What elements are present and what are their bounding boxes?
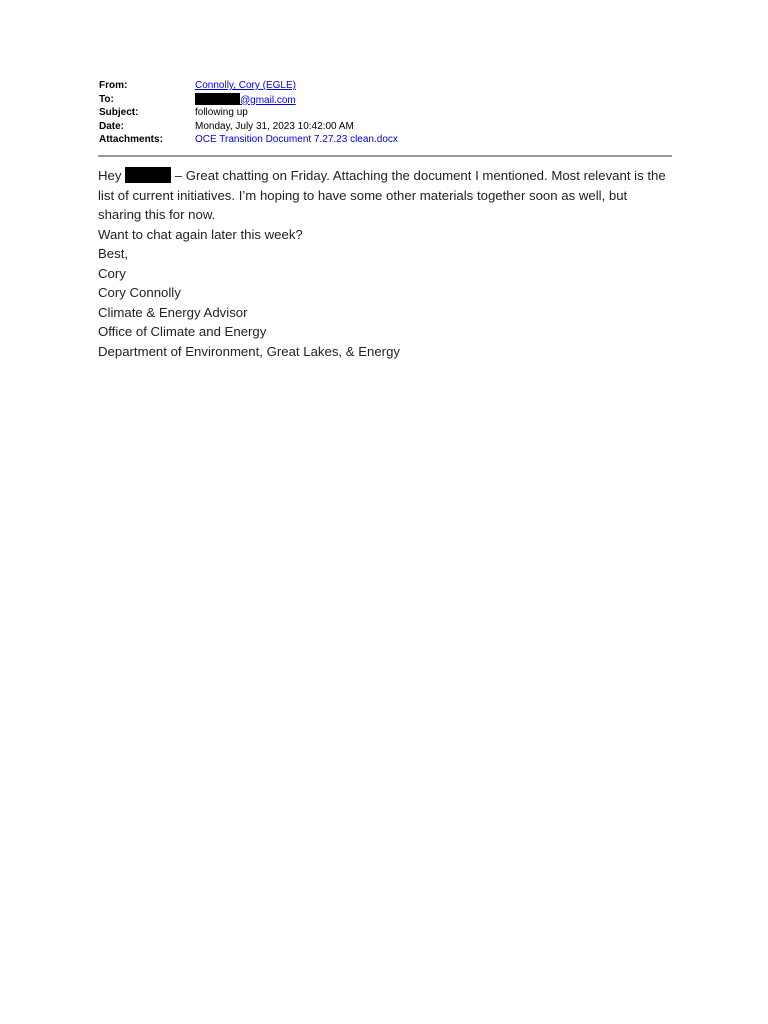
subject-label: Subject: — [99, 107, 139, 118]
signature-name: Cory Connolly — [98, 285, 181, 300]
greeting: Hey — [98, 168, 122, 183]
from-row — [99, 79, 679, 93]
signature-title: Climate & Energy Advisor — [98, 304, 248, 320]
paragraph-text: – Great chatting on Friday. Attaching the document I mentioned. Most relevant is the list of current initiatives. I’m hoping to have some other materials together soon as well, but sharing this for now. — [98, 168, 666, 222]
to-email-link[interactable]: @gmail.com — [240, 94, 296, 106]
body-paragraph — [98, 166, 674, 225]
attachments-label: Attachments: — [99, 134, 163, 145]
header-divider — [98, 155, 672, 157]
date-row — [99, 120, 679, 134]
attachment-link[interactable]: OCE Transition Document 7.27.23 clean.docx — [195, 134, 398, 145]
attachments-row — [99, 133, 679, 147]
redaction-block — [125, 167, 171, 183]
sender-first-name: Cory — [98, 265, 126, 281]
from-link[interactable]: Connolly, Cory (EGLE) — [195, 80, 296, 91]
question-line: Want to chat again later this week? — [98, 226, 303, 242]
subject-value: following up — [195, 107, 248, 118]
date-label: Date: — [99, 120, 125, 132]
date-value: Monday, July 31, 2023 10:42:00 AM — [195, 120, 354, 132]
signature-office: Office of Climate and Energy — [98, 324, 267, 339]
email-header — [99, 79, 679, 147]
to-label: To: — [99, 93, 114, 105]
signature-department: Department of Environment, Great Lakes, & Energy — [98, 343, 400, 359]
to-row — [99, 93, 679, 107]
subject-row — [99, 106, 679, 120]
to-value — [195, 93, 679, 108]
signoff: Best, — [98, 246, 129, 261]
redaction-block — [195, 93, 240, 105]
from-label: From: — [99, 80, 128, 91]
email-body — [98, 166, 674, 361]
